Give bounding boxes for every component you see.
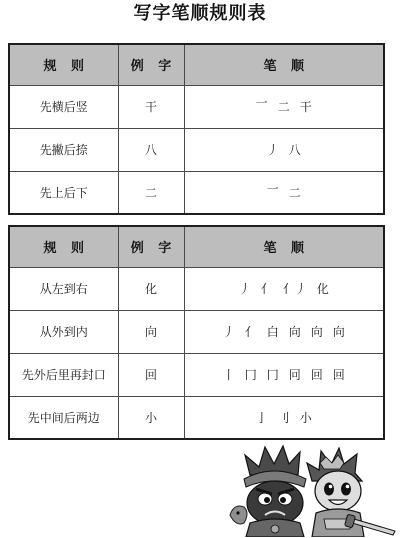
stroke-step: 干 bbox=[299, 100, 312, 114]
header-example: 例 字 bbox=[118, 226, 184, 267]
stroke-step: 化 bbox=[316, 282, 329, 296]
stroke-step: 一 bbox=[255, 96, 268, 110]
rule-cell: 先外后里再封口 bbox=[9, 353, 118, 396]
stroke-step: 回 bbox=[310, 368, 323, 382]
table-header-row bbox=[9, 44, 384, 85]
table-row bbox=[9, 128, 384, 171]
table-row bbox=[9, 396, 384, 439]
stroke-step: 刂 bbox=[277, 410, 290, 425]
example-char-cell: 回 bbox=[118, 353, 184, 396]
stroke-order-cell bbox=[184, 396, 384, 439]
rule-cell: 从外到内 bbox=[9, 310, 118, 353]
header-rule: 规 则 bbox=[9, 44, 118, 85]
stroke-rules-table-1 bbox=[8, 43, 385, 215]
stroke-step: 一 bbox=[266, 181, 279, 196]
stroke-step: 向 bbox=[310, 325, 323, 339]
stroke-step: 丿 bbox=[222, 325, 235, 339]
stroke-order-cell bbox=[184, 310, 384, 353]
stroke-step: 亅 bbox=[255, 410, 268, 425]
stroke-step: 向 bbox=[332, 325, 345, 339]
page-title: 写字笔顺规则表 bbox=[133, 3, 267, 24]
header-example: 例 字 bbox=[118, 44, 184, 85]
dark-warrior-character bbox=[244, 446, 306, 537]
stroke-step: 白 bbox=[266, 325, 279, 339]
table-row bbox=[9, 171, 384, 214]
small-creature bbox=[230, 506, 247, 524]
stroke-order-cell bbox=[184, 353, 384, 396]
stroke-step: 亻丿 bbox=[282, 282, 307, 296]
stroke-step: 向 bbox=[288, 325, 301, 339]
example-char-cell: 化 bbox=[118, 267, 184, 310]
rule-cell: 先横后竖 bbox=[9, 85, 118, 128]
table-row bbox=[9, 267, 384, 310]
table-header-row bbox=[9, 226, 384, 267]
stroke-step: 亻 bbox=[244, 325, 257, 339]
stroke-step: 二 bbox=[277, 100, 290, 114]
example-char-cell: 干 bbox=[118, 85, 184, 128]
stroke-rules-table-2 bbox=[8, 225, 385, 440]
stroke-order-cell bbox=[184, 85, 384, 128]
stroke-step: 亻 bbox=[260, 282, 273, 296]
stroke-order-cell bbox=[184, 128, 384, 171]
header-stroke-order: 笔 顺 bbox=[184, 44, 384, 85]
stroke-step: 二 bbox=[288, 185, 301, 200]
header-stroke-order: 笔 顺 bbox=[184, 226, 384, 267]
stroke-step: 八 bbox=[288, 143, 301, 157]
example-char-cell: 向 bbox=[118, 310, 184, 353]
example-char-cell: 二 bbox=[118, 171, 184, 214]
cartoon-warriors-icon bbox=[228, 443, 398, 537]
rule-cell: 先撇后捺 bbox=[9, 128, 118, 171]
stroke-step: 丿 bbox=[238, 282, 251, 296]
stroke-step: 回 bbox=[332, 368, 345, 382]
stroke-step: 小 bbox=[299, 410, 312, 425]
stroke-step: 丿 bbox=[266, 143, 279, 157]
stroke-step: 冂 bbox=[244, 368, 257, 382]
stroke-order-cell bbox=[184, 171, 384, 214]
stroke-order-cell bbox=[184, 267, 384, 310]
stroke-step: 冋 bbox=[288, 368, 301, 382]
header-rule: 规 则 bbox=[9, 226, 118, 267]
example-char-cell: 八 bbox=[118, 128, 184, 171]
table-row bbox=[9, 310, 384, 353]
table-row bbox=[9, 85, 384, 128]
example-char-cell: 小 bbox=[118, 396, 184, 439]
rule-cell: 从左到右 bbox=[9, 267, 118, 310]
stroke-step: 冂 bbox=[266, 368, 279, 382]
stroke-step: 丨 bbox=[222, 368, 235, 382]
table-row bbox=[9, 353, 384, 396]
rule-cell: 先上后下 bbox=[9, 171, 118, 214]
rule-cell: 先中间后两边 bbox=[9, 396, 118, 439]
